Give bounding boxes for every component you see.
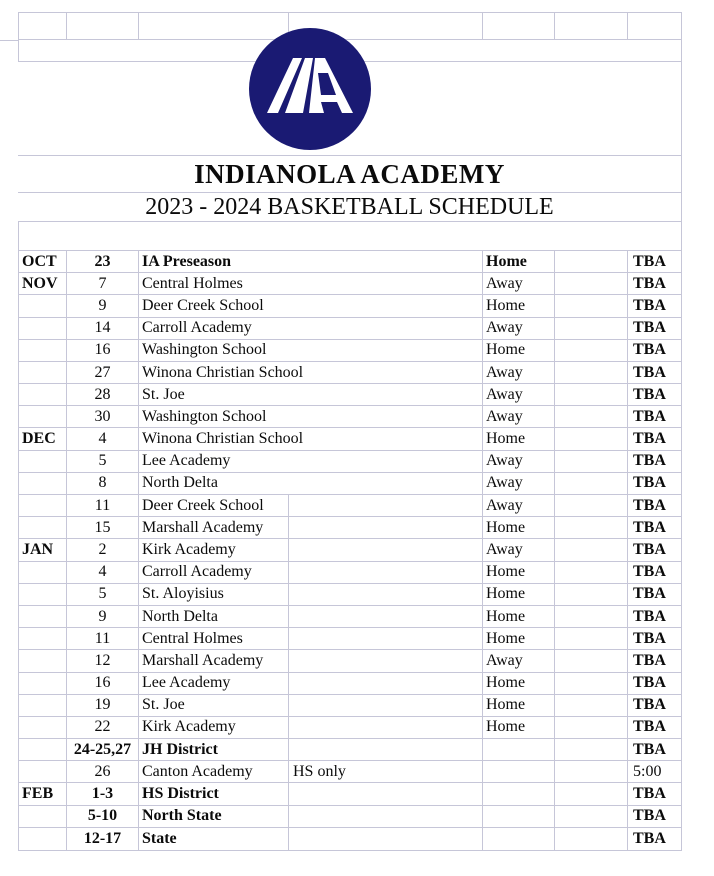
schedule-row	[19, 739, 681, 761]
cell-opponent[interactable]: IA Preseason	[139, 251, 483, 272]
cell-month[interactable]	[19, 761, 67, 782]
cell-opponent[interactable]: Deer Creek School	[139, 495, 289, 516]
cell-date[interactable]: 22	[67, 717, 139, 738]
cell-date[interactable]: 9	[67, 295, 139, 316]
cell-opponent[interactable]: Central Holmes	[139, 628, 289, 649]
cell-note[interactable]	[289, 584, 483, 605]
cell-month[interactable]	[19, 606, 67, 627]
cell-spacer[interactable]	[555, 673, 628, 694]
cell-location[interactable]: Away	[483, 406, 555, 427]
cell-month[interactable]	[19, 517, 67, 538]
cell-time[interactable]: TBA	[633, 807, 666, 825]
cell-date[interactable]: 11	[67, 495, 139, 516]
cell-spacer[interactable]	[555, 628, 628, 649]
cell-opponent[interactable]: Lee Academy	[139, 673, 289, 694]
cell-location[interactable]: Away	[483, 495, 555, 516]
cell-date[interactable]: 16	[67, 340, 139, 361]
cell-month[interactable]: DEC	[19, 428, 67, 449]
schedule-row	[19, 318, 681, 340]
cell-location[interactable]: Home	[483, 340, 555, 361]
cell-note[interactable]	[289, 562, 483, 583]
schedule-row	[19, 761, 681, 783]
cell-location[interactable]	[483, 783, 555, 804]
spreadsheet-cell[interactable]	[19, 13, 67, 39]
schedule-row	[19, 517, 681, 539]
cell-note[interactable]	[289, 628, 483, 649]
cell-time[interactable]: TBA	[633, 651, 666, 669]
schedule-row	[19, 606, 681, 628]
schedule-table	[18, 250, 682, 851]
cell-time[interactable]: TBA	[633, 607, 666, 625]
schedule-row	[19, 473, 681, 495]
cell-spacer[interactable]	[555, 606, 628, 627]
schedule-row	[19, 273, 681, 295]
cell-spacer[interactable]	[555, 384, 628, 405]
spacer-row[interactable]	[18, 221, 682, 250]
cell-location[interactable]	[483, 806, 555, 827]
cell-date[interactable]: 14	[67, 318, 139, 339]
cell-opponent[interactable]: State	[139, 828, 289, 850]
cell-opponent[interactable]: St. Aloyisius	[139, 584, 289, 605]
cell-month[interactable]	[19, 295, 67, 316]
cell-date[interactable]: 11	[67, 628, 139, 649]
cell-location[interactable]	[483, 739, 555, 760]
cell-spacer[interactable]	[555, 473, 628, 494]
cell-time[interactable]: TBA	[633, 385, 666, 403]
cell-time[interactable]: TBA	[633, 740, 666, 758]
cell-opponent[interactable]: Kirk Academy	[139, 539, 289, 560]
cell-opponent[interactable]: North Delta	[139, 606, 289, 627]
cell-note[interactable]: HS only	[289, 761, 483, 782]
cell-spacer[interactable]	[555, 584, 628, 605]
cell-opponent[interactable]: Washington School	[139, 340, 483, 361]
cell-location[interactable]: Home	[483, 717, 555, 738]
schedule-row	[19, 539, 681, 561]
cell-time[interactable]: TBA	[633, 452, 666, 470]
cell-month[interactable]	[19, 584, 67, 605]
cell-spacer[interactable]	[555, 650, 628, 671]
cell-date[interactable]: 12	[67, 650, 139, 671]
cell-spacer[interactable]	[555, 251, 628, 272]
cell-time[interactable]: TBA	[633, 563, 666, 581]
cell-spacer[interactable]	[555, 295, 628, 316]
cell-date[interactable]: 28	[67, 384, 139, 405]
cell-date[interactable]: 7	[67, 273, 139, 294]
cell-opponent[interactable]: Canton Academy	[139, 761, 289, 782]
cell-opponent[interactable]: Carroll Academy	[139, 318, 483, 339]
cell-note[interactable]	[289, 539, 483, 560]
cell-time[interactable]: TBA	[633, 407, 666, 425]
cell-time[interactable]: TBA	[633, 585, 666, 603]
cell-opponent[interactable]: Deer Creek School	[139, 295, 483, 316]
cell-date[interactable]: 12-17	[67, 828, 139, 850]
cell-date[interactable]: 23	[67, 251, 139, 272]
cell-time[interactable]: TBA	[633, 296, 666, 314]
cell-date[interactable]: 16	[67, 673, 139, 694]
cell-location[interactable]	[483, 828, 555, 850]
cell-month[interactable]	[19, 806, 67, 827]
cell-time[interactable]: TBA	[633, 430, 666, 448]
cell-month[interactable]	[19, 495, 67, 516]
spreadsheet-cell[interactable]	[628, 13, 681, 39]
cell-opponent[interactable]: St. Joe	[139, 384, 483, 405]
spreadsheet-cell[interactable]	[483, 13, 555, 39]
schedule-row	[19, 695, 681, 717]
cell-note[interactable]	[289, 517, 483, 538]
cell-time[interactable]: TBA	[633, 696, 666, 714]
schedule-row	[19, 828, 681, 850]
cell-location[interactable]: Away	[483, 539, 555, 560]
schedule-row	[19, 362, 681, 384]
cell-opponent[interactable]: Washington School	[139, 406, 483, 427]
cell-spacer[interactable]	[555, 318, 628, 339]
cell-month[interactable]	[19, 628, 67, 649]
cell-opponent[interactable]: Central Holmes	[139, 273, 483, 294]
cell-time[interactable]: 5:00	[633, 762, 662, 780]
cell-time[interactable]: TBA	[633, 518, 666, 536]
cell-month[interactable]	[19, 340, 67, 361]
spreadsheet-cell[interactable]	[67, 13, 139, 39]
schedule-row	[19, 406, 681, 428]
cell-spacer[interactable]	[555, 828, 628, 850]
cell-spacer[interactable]	[555, 495, 628, 516]
cell-date[interactable]: 5-10	[67, 806, 139, 827]
schedule-row	[19, 562, 681, 584]
cell-opponent[interactable]: Marshall Academy	[139, 650, 289, 671]
cell-time[interactable]: TBA	[633, 540, 666, 558]
cell-note[interactable]	[289, 606, 483, 627]
cell-spacer[interactable]	[555, 806, 628, 827]
cell-date[interactable]: 9	[67, 606, 139, 627]
cell-month[interactable]	[19, 473, 67, 494]
schedule-row	[19, 717, 681, 739]
cell-date[interactable]: 4	[67, 562, 139, 583]
logo-circle	[249, 28, 371, 150]
cell-time[interactable]: TBA	[633, 674, 666, 692]
cell-note[interactable]	[289, 806, 483, 827]
schedule-row	[19, 340, 681, 362]
schedule-row	[19, 451, 681, 473]
cell-time[interactable]: TBA	[633, 341, 666, 359]
cell-month[interactable]	[19, 562, 67, 583]
cell-month[interactable]	[19, 318, 67, 339]
cell-location[interactable]: Home	[483, 251, 555, 272]
cell-spacer[interactable]	[555, 517, 628, 538]
cell-spacer[interactable]	[555, 428, 628, 449]
schedule-row	[19, 628, 681, 650]
cell-location[interactable]: Away	[483, 650, 555, 671]
cell-date[interactable]: 2	[67, 539, 139, 560]
cell-time[interactable]: TBA	[633, 496, 666, 514]
spreadsheet-cell[interactable]	[555, 13, 628, 39]
cell-month[interactable]	[19, 406, 67, 427]
cell-date[interactable]: 1-3	[67, 783, 139, 804]
cell-opponent[interactable]: Kirk Academy	[139, 717, 289, 738]
cell-time[interactable]: TBA	[633, 785, 666, 803]
cell-location[interactable]	[483, 761, 555, 782]
cell-spacer[interactable]	[555, 717, 628, 738]
cell-date[interactable]: 5	[67, 451, 139, 472]
cell-note[interactable]	[289, 717, 483, 738]
cell-location[interactable]: Home	[483, 628, 555, 649]
schedule-row	[19, 783, 681, 805]
cell-opponent[interactable]: JH District	[139, 739, 289, 760]
cell-opponent[interactable]: North Delta	[139, 473, 483, 494]
cell-spacer[interactable]	[555, 783, 628, 804]
cell-month[interactable]: JAN	[19, 539, 67, 560]
cell-note[interactable]	[289, 495, 483, 516]
cell-spacer[interactable]	[555, 539, 628, 560]
cell-date[interactable]: 26	[67, 761, 139, 782]
cell-note[interactable]	[289, 828, 483, 850]
cell-spacer[interactable]	[555, 340, 628, 361]
cell-spacer[interactable]	[555, 362, 628, 383]
indianola-academy-logo[interactable]	[249, 28, 371, 150]
cell-date[interactable]: 27	[67, 362, 139, 383]
cell-note[interactable]	[289, 695, 483, 716]
cell-location[interactable]: Home	[483, 606, 555, 627]
cell-time[interactable]: TBA	[633, 474, 666, 492]
schedule-row	[19, 584, 681, 606]
cell-spacer[interactable]	[555, 761, 628, 782]
cell-time[interactable]: TBA	[633, 829, 666, 847]
cell-spacer[interactable]	[555, 695, 628, 716]
cell-month[interactable]	[19, 650, 67, 671]
cell-location[interactable]: Away	[483, 451, 555, 472]
cell-opponent[interactable]: North State	[139, 806, 289, 827]
gridline-stub	[0, 40, 18, 41]
cell-month[interactable]	[19, 362, 67, 383]
cell-note[interactable]	[289, 673, 483, 694]
cell-month[interactable]: FEB	[19, 783, 67, 804]
cell-date[interactable]: 15	[67, 517, 139, 538]
cell-date[interactable]: 4	[67, 428, 139, 449]
cell-location[interactable]: Away	[483, 473, 555, 494]
cell-date[interactable]: 30	[67, 406, 139, 427]
cell-month[interactable]	[19, 739, 67, 760]
cell-opponent[interactable]: Winona Christian School	[139, 428, 483, 449]
page-title: INDIANOLA ACADEMY	[18, 155, 682, 192]
cell-opponent[interactable]: Marshall Academy	[139, 517, 289, 538]
cell-date[interactable]: 19	[67, 695, 139, 716]
cell-month[interactable]	[19, 673, 67, 694]
cell-opponent[interactable]: HS District	[139, 783, 289, 804]
schedule-row	[19, 673, 681, 695]
cell-month[interactable]	[19, 717, 67, 738]
cell-time[interactable]: TBA	[633, 718, 666, 736]
schedule-row	[19, 495, 681, 517]
cell-location[interactable]: Away	[483, 384, 555, 405]
schedule-row	[19, 384, 681, 406]
cell-month[interactable]	[19, 828, 67, 850]
cell-month[interactable]: NOV	[19, 273, 67, 294]
cell-spacer[interactable]	[555, 451, 628, 472]
cell-location[interactable]: Home	[483, 517, 555, 538]
cell-opponent[interactable]: Lee Academy	[139, 451, 483, 472]
schedule-row	[19, 650, 681, 672]
cell-spacer[interactable]	[555, 562, 628, 583]
cell-location[interactable]: Away	[483, 362, 555, 383]
cell-time[interactable]: TBA	[633, 629, 666, 647]
cell-date[interactable]: 8	[67, 473, 139, 494]
cell-location[interactable]: Home	[483, 295, 555, 316]
cell-time[interactable]: TBA	[633, 274, 666, 292]
cell-month[interactable]	[19, 384, 67, 405]
cell-spacer[interactable]	[555, 406, 628, 427]
cell-spacer[interactable]	[555, 273, 628, 294]
cell-date[interactable]: 24-25,27	[67, 739, 139, 760]
cell-time[interactable]: TBA	[633, 319, 666, 337]
cell-time[interactable]: TBA	[633, 363, 666, 381]
cell-opponent[interactable]: St. Joe	[139, 695, 289, 716]
cell-location[interactable]: Home	[483, 562, 555, 583]
cell-location[interactable]: Home	[483, 673, 555, 694]
cell-opponent[interactable]: Winona Christian School	[139, 362, 483, 383]
cell-month[interactable]	[19, 695, 67, 716]
cell-time[interactable]: TBA	[633, 252, 666, 270]
cell-location[interactable]: Away	[483, 318, 555, 339]
cell-month[interactable]	[19, 451, 67, 472]
schedule-row	[19, 806, 681, 828]
cell-note[interactable]	[289, 783, 483, 804]
cell-location[interactable]: Home	[483, 695, 555, 716]
cell-month[interactable]: OCT	[19, 251, 67, 272]
schedule-row	[19, 428, 681, 450]
page-subtitle: 2023 - 2024 BASKETBALL SCHEDULE	[18, 192, 682, 221]
cell-location[interactable]: Home	[483, 428, 555, 449]
cell-location[interactable]: Away	[483, 273, 555, 294]
cell-location[interactable]: Home	[483, 584, 555, 605]
cell-opponent[interactable]: Carroll Academy	[139, 562, 289, 583]
cell-note[interactable]	[289, 650, 483, 671]
cell-note[interactable]	[289, 739, 483, 760]
cell-spacer[interactable]	[555, 739, 628, 760]
schedule-row	[19, 251, 681, 273]
cell-date[interactable]: 5	[67, 584, 139, 605]
schedule-row	[19, 295, 681, 317]
